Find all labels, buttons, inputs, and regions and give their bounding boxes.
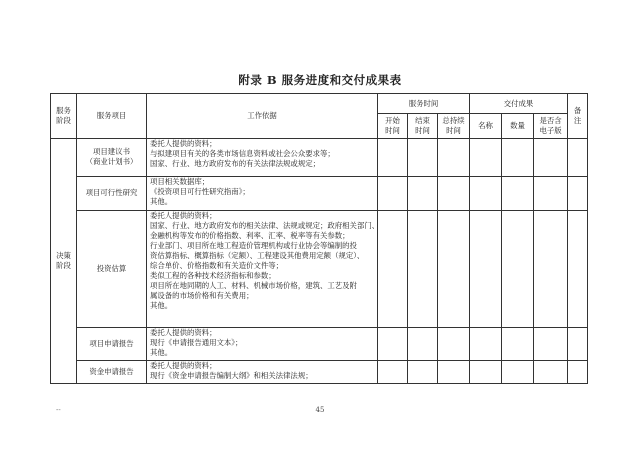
service-item-label: 项目可行性研究 xyxy=(85,188,138,198)
duration-cell[interactable] xyxy=(438,211,470,328)
remark-cell[interactable] xyxy=(568,176,588,210)
table-row xyxy=(51,211,588,328)
work-basis-line: 国家、行业、地方政府发布的有关法律法规或规定； xyxy=(150,158,320,168)
work-basis-line: 委托人提供的资料； xyxy=(150,361,217,371)
duration-cell[interactable] xyxy=(438,139,470,177)
header-stage: 服务 阶段 xyxy=(51,94,77,139)
quantity-cell[interactable] xyxy=(502,139,534,177)
service-item-cell xyxy=(77,328,147,361)
work-basis-line: 其他。 xyxy=(150,348,173,358)
start-time-cell[interactable] xyxy=(378,361,408,384)
work-basis-cell xyxy=(147,211,378,328)
end-time-cell[interactable] xyxy=(408,211,438,328)
digital-copy-cell[interactable] xyxy=(534,211,568,328)
work-basis-line: 属设备的市场价格和有关费用； xyxy=(150,290,254,300)
header-service-item: 服务项目 xyxy=(77,94,147,139)
digital-copy-cell[interactable] xyxy=(534,361,568,384)
table-row xyxy=(51,361,588,384)
end-time-cell[interactable] xyxy=(408,361,438,384)
service-item-cell xyxy=(77,176,147,210)
digital-copy-cell[interactable] xyxy=(534,139,568,177)
header-start-time: 开始 时间 xyxy=(378,114,408,139)
page-number: 45 xyxy=(315,406,325,414)
work-basis-line: 资估算指标、概算指标（定额）、工程建设其他费用定额（规定）、 xyxy=(150,250,365,260)
remark-cell[interactable] xyxy=(568,328,588,361)
duration-cell[interactable] xyxy=(438,176,470,210)
start-time-cell[interactable] xyxy=(378,176,408,210)
header-remark: 备 注 xyxy=(568,94,588,139)
service-item-cell xyxy=(77,139,147,177)
work-basis-line: 《投资项目可行性研究指南》； xyxy=(150,186,250,196)
work-basis-cell xyxy=(147,361,378,384)
table-row xyxy=(51,328,588,361)
service-item-label: 投资估算 xyxy=(96,264,127,274)
table-row xyxy=(51,176,588,210)
service-item-cell xyxy=(77,361,147,384)
service-item-label: 项目建议书 xyxy=(93,147,130,157)
deliverable-name-cell[interactable] xyxy=(470,211,502,328)
deliverable-name-cell[interactable] xyxy=(470,139,502,177)
work-basis-line: 委托人提供的资料； xyxy=(150,328,217,338)
work-basis-cell xyxy=(147,139,378,177)
work-basis-line: 类似工程的各种技术经济指标和参数； xyxy=(150,270,276,280)
page-title: 附录 B 服务进度和交付成果表 xyxy=(238,73,402,87)
work-basis-line: 委托人提供的资料； xyxy=(150,211,217,220)
service-item-label: （商业计划书） xyxy=(85,157,138,167)
work-basis-line: 现行《资金申请报告编制大纲》和相关法律法规； xyxy=(150,371,313,381)
table-row xyxy=(51,139,588,177)
duration-cell[interactable] xyxy=(438,361,470,384)
work-basis-line: 其他。 xyxy=(150,300,173,310)
work-basis-cell xyxy=(147,328,378,361)
end-time-cell[interactable] xyxy=(408,328,438,361)
end-time-cell[interactable] xyxy=(408,139,438,177)
quantity-cell[interactable] xyxy=(502,328,534,361)
work-basis-line: 金融机构等发布的价格指数、利率、汇率、税率等有关参数； xyxy=(150,230,350,240)
work-basis-line: 国家、行业、地方政府发布的相关法律、法规或规定；政府相关部门、 xyxy=(150,220,380,230)
header-name: 名称 xyxy=(470,114,502,139)
start-time-cell[interactable] xyxy=(378,328,408,361)
remark-cell[interactable] xyxy=(568,211,588,328)
deliverable-name-cell[interactable] xyxy=(470,361,502,384)
remark-cell[interactable] xyxy=(568,361,588,384)
header-work-basis: 工作依据 xyxy=(147,94,378,139)
start-time-cell[interactable] xyxy=(378,211,408,328)
work-basis-line: 其他。 xyxy=(150,196,173,206)
service-item-cell xyxy=(77,211,147,328)
digital-copy-cell[interactable] xyxy=(534,328,568,361)
work-basis-cell xyxy=(147,176,378,210)
work-basis-line: 与拟建项目有关的各类市场信息资料或社会公众要求等； xyxy=(150,148,335,158)
progress-deliverables-table xyxy=(50,93,588,384)
quantity-cell[interactable] xyxy=(502,211,534,328)
stage-cell: 决策 阶段 xyxy=(51,139,77,384)
work-basis-line: 综合单价、价格指数和有关造价文件等； xyxy=(150,260,284,270)
header-digital-copy: 是否含 电子版 xyxy=(534,114,568,139)
service-item-label: 资金申请报告 xyxy=(89,367,134,377)
remark-cell[interactable] xyxy=(568,139,588,177)
header-deliverables: 交付成果 xyxy=(470,94,568,114)
page-mark: -- xyxy=(56,406,61,414)
header-end-time: 结束 时间 xyxy=(408,114,438,139)
end-time-cell[interactable] xyxy=(408,176,438,210)
header-quantity: 数量 xyxy=(502,114,534,139)
service-item-label: 项目申请报告 xyxy=(89,339,134,349)
work-basis-line: 委托人提供的资料； xyxy=(150,139,217,148)
digital-copy-cell[interactable] xyxy=(534,176,568,210)
header-duration: 总持续 时间 xyxy=(438,114,470,139)
quantity-cell[interactable] xyxy=(502,176,534,210)
deliverable-name-cell[interactable] xyxy=(470,328,502,361)
duration-cell[interactable] xyxy=(438,328,470,361)
quantity-cell[interactable] xyxy=(502,361,534,384)
start-time-cell[interactable] xyxy=(378,139,408,177)
work-basis-line: 行业部门、项目所在地工程造价管理机构或行业协会等编制的投 xyxy=(150,240,357,250)
work-basis-line: 现行《申请报告通用文本》； xyxy=(150,338,243,348)
work-basis-line: 项目相关数据库； xyxy=(150,176,210,186)
deliverable-name-cell[interactable] xyxy=(470,176,502,210)
header-service-time: 服务时间 xyxy=(378,94,470,114)
work-basis-line: 项目所在地同期的人工、材料、机械市场价格，建筑、工艺及附 xyxy=(150,280,357,290)
